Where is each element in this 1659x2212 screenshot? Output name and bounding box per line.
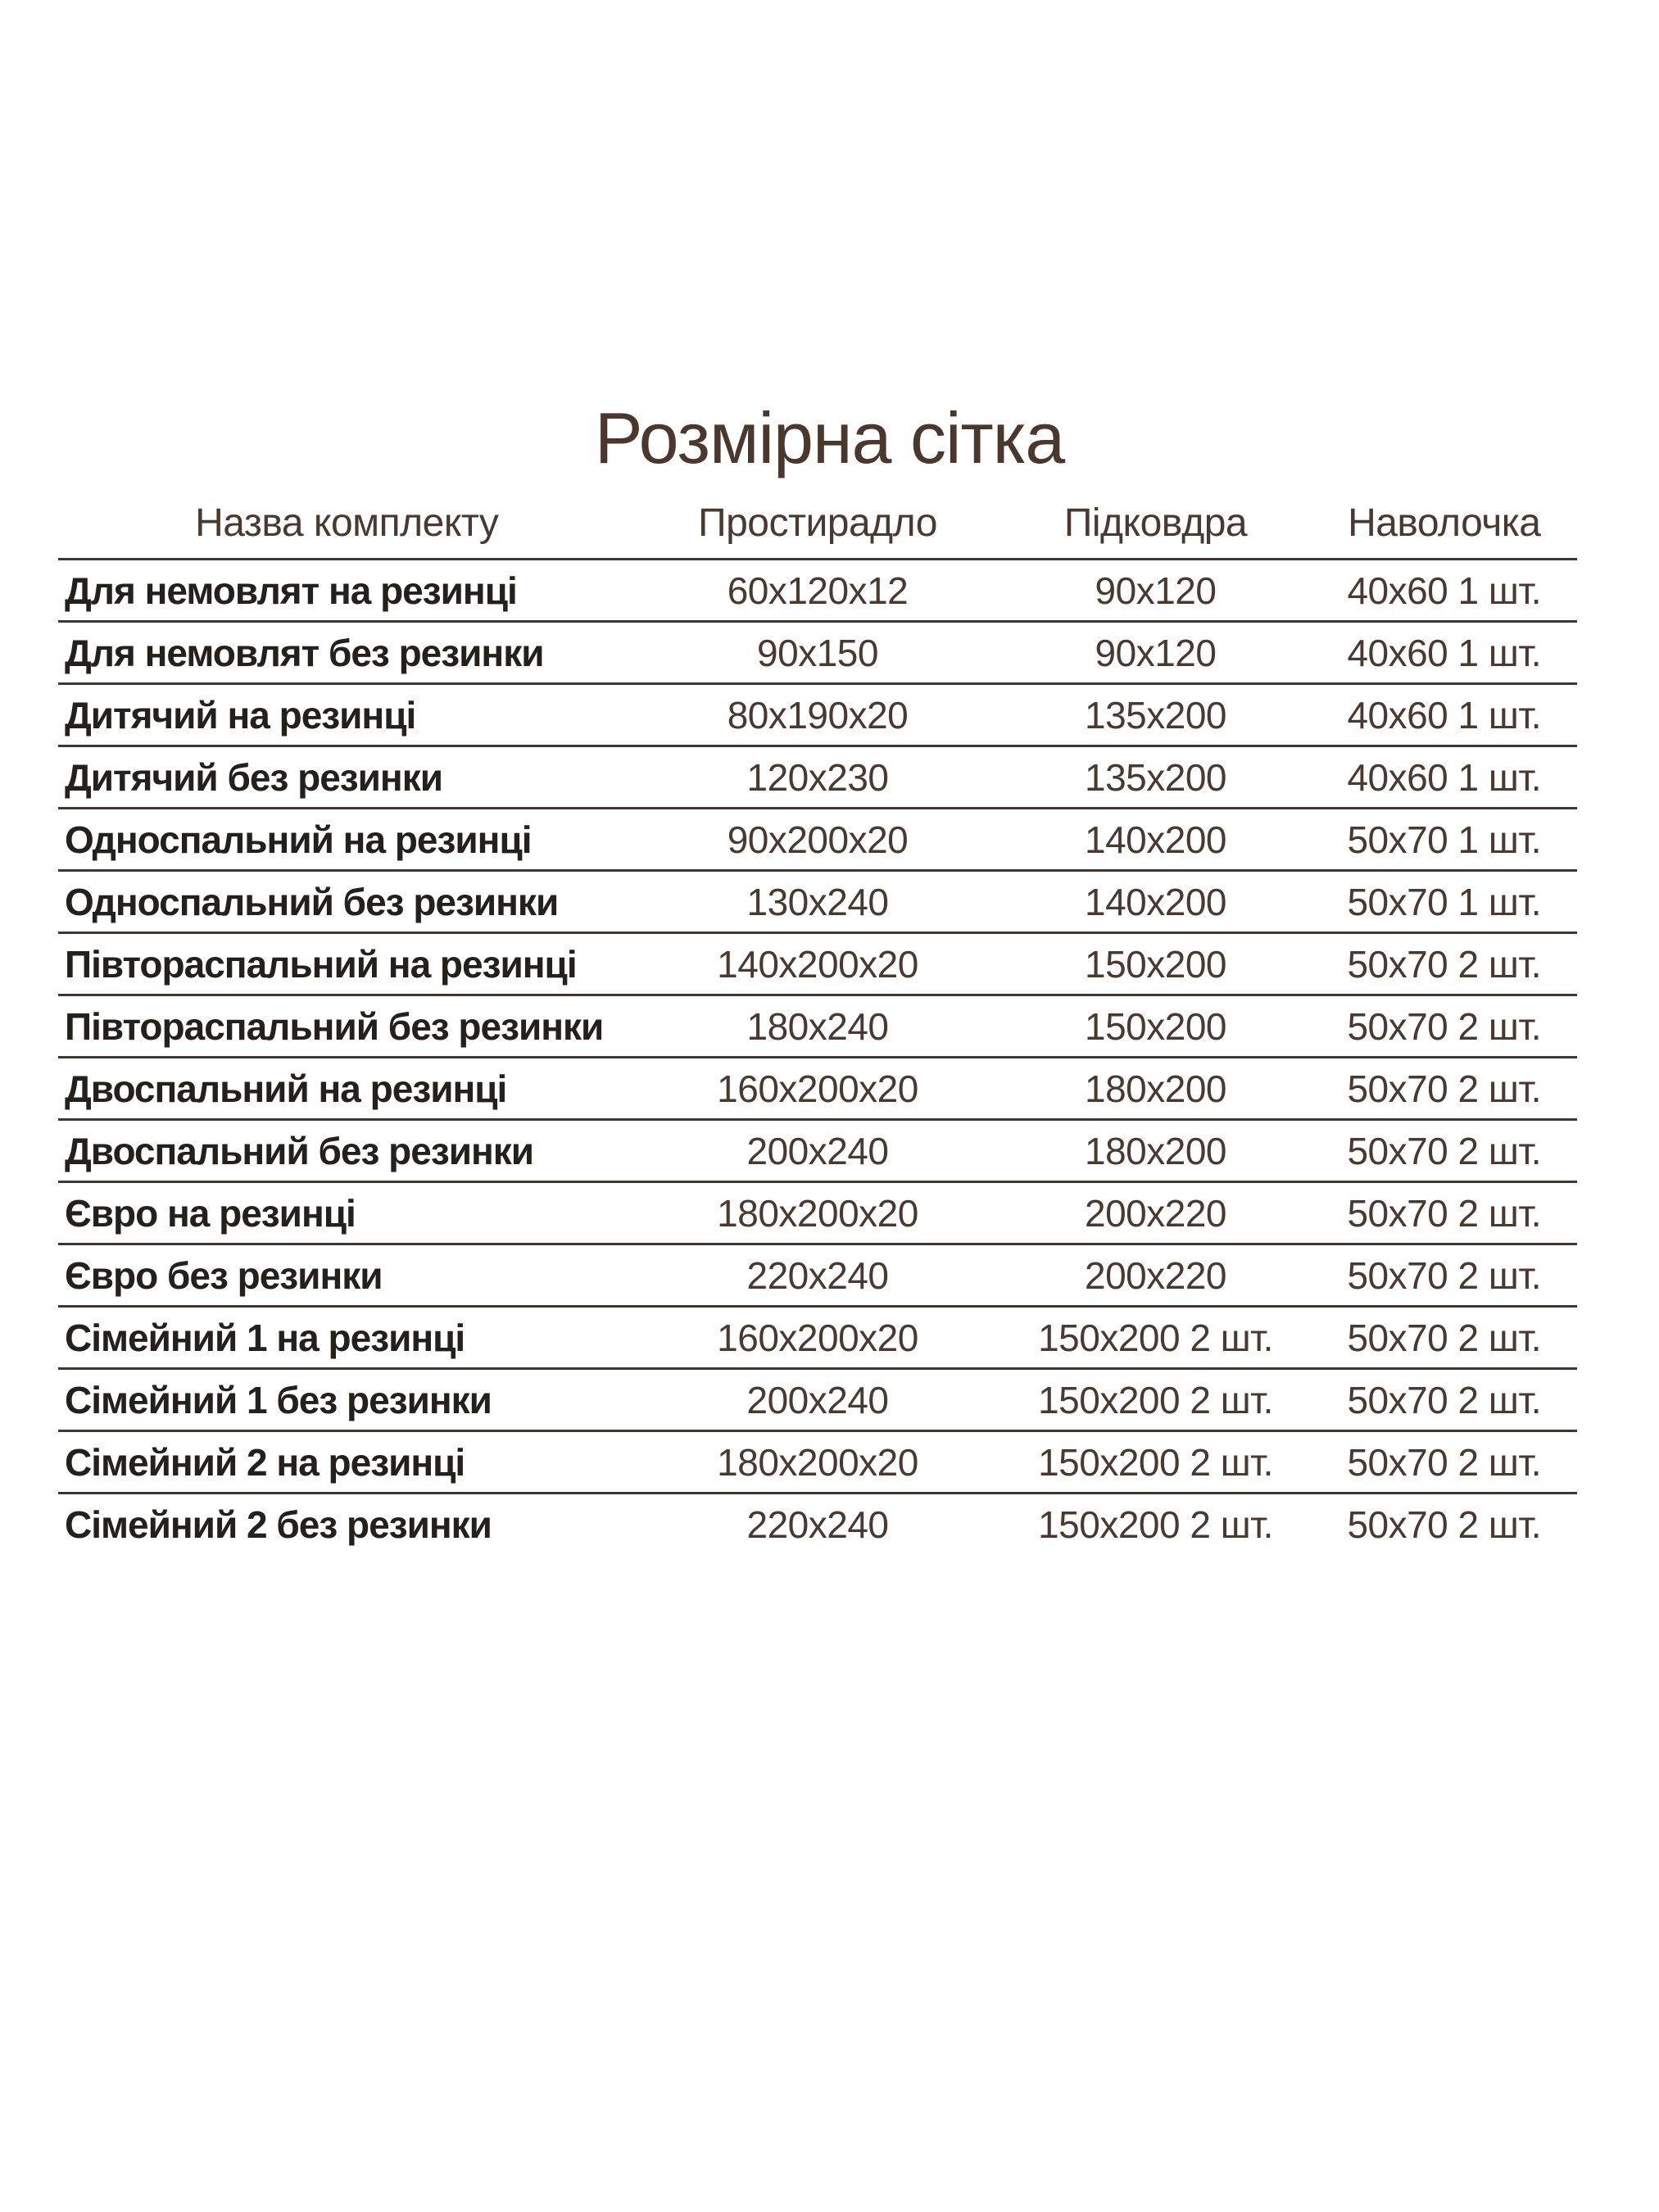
set-name-cell: Дитячий на резинці: [58, 684, 636, 746]
table-row: [58, 871, 1577, 933]
table-row: [58, 1120, 1577, 1182]
pillowcase-size-cell: 50х70 2 шт.: [1312, 1058, 1577, 1120]
sheet-size-cell: 200х240: [636, 1120, 1000, 1182]
duvet-size-cell: 180х200: [999, 1120, 1311, 1182]
sheet-size-cell: 90х150: [636, 622, 1000, 684]
duvet-size-cell: 150х200 2 шт.: [999, 1369, 1311, 1431]
set-name-cell: Двоспальний без резинки: [58, 1120, 636, 1182]
pillowcase-size-cell: 40х60 1 шт.: [1312, 746, 1577, 809]
pillowcase-size-cell: 50х70 2 шт.: [1312, 995, 1577, 1058]
table-row: [58, 933, 1577, 995]
sheet-size-cell: 180х240: [636, 995, 1000, 1058]
pillowcase-size-cell: 50х70 1 шт.: [1312, 871, 1577, 933]
table-row: [58, 1431, 1577, 1494]
sheet-size-cell: 200х240: [636, 1369, 1000, 1431]
table-row: [58, 809, 1577, 871]
duvet-size-cell: 90х120: [999, 560, 1311, 622]
set-name-cell: Сімейний 1 на резинці: [58, 1307, 636, 1369]
duvet-size-cell: 200х220: [999, 1244, 1311, 1307]
duvet-size-cell: 150х200 2 шт.: [1038, 1503, 1273, 1546]
duvet-size-cell: 200х220: [999, 1182, 1311, 1244]
set-name-cell: Півтораспальний без резинки: [58, 995, 636, 1058]
duvet-size-cell: 90х120: [999, 622, 1311, 684]
table-row: [58, 1369, 1577, 1431]
size-grid-body: [58, 560, 1577, 1555]
duvet-size-cell: 150х200: [999, 933, 1311, 995]
table-row: [58, 746, 1577, 809]
sheet-size-cell: 140х200х20: [636, 933, 1000, 995]
pillowcase-size-cell: 50х70 2 шт.: [1312, 1431, 1577, 1494]
size-grid-table: [58, 487, 1577, 1554]
table-row: [58, 1307, 1577, 1369]
column-header-pillowcase: Наволочка: [1312, 487, 1577, 560]
set-name-cell: Двоспальний на резинці: [58, 1058, 636, 1120]
set-name-cell: Сімейний 2 на резинці: [58, 1431, 636, 1494]
table-row: [58, 684, 1577, 746]
table-row: [58, 1494, 1577, 1555]
sheet-size-cell: 220х240: [746, 1503, 889, 1546]
set-name-cell: Сімейний 2 без резинки: [65, 1503, 492, 1546]
sheet-size-cell: 160х200х20: [636, 1058, 1000, 1120]
sheet-size-cell: 120х230: [636, 746, 1000, 809]
table-row: [58, 1058, 1577, 1120]
pillowcase-size-cell: 50х70 2 шт.: [1312, 1307, 1577, 1369]
set-name-cell: Сімейний 1 без резинки: [58, 1369, 636, 1431]
duvet-size-cell: 135х200: [999, 746, 1311, 809]
set-name-cell: Дитячий без резинки: [58, 746, 636, 809]
duvet-size-cell: 150х200 2 шт.: [999, 1307, 1311, 1369]
sheet-size-cell: 90х200х20: [636, 809, 1000, 871]
sheet-size-cell: 220х240: [636, 1244, 1000, 1307]
pillowcase-size-cell: 50х70 2 шт.: [1312, 1120, 1577, 1182]
duvet-size-cell: 150х200: [999, 995, 1311, 1058]
column-header-duvet-cover: Підковдра: [999, 487, 1311, 560]
set-name-cell: Для немовлят без резинки: [58, 622, 636, 684]
set-name-cell: Півтораспальний на резинці: [58, 933, 636, 995]
pillowcase-size-cell: 50х70 2 шт.: [1312, 933, 1577, 995]
sheet-size-cell: 130х240: [636, 871, 1000, 933]
pillowcase-size-cell: 50х70 2 шт.: [1312, 1182, 1577, 1244]
table-row: [58, 560, 1577, 622]
column-header-set-name: Назва комплекту: [58, 487, 636, 560]
pillowcase-size-cell: 40х60 1 шт.: [1312, 560, 1577, 622]
duvet-size-cell: 135х200: [999, 684, 1311, 746]
header-row: [58, 487, 1577, 560]
sheet-size-cell: 160х200х20: [636, 1307, 1000, 1369]
pillowcase-size-cell: 40х60 1 шт.: [1312, 684, 1577, 746]
set-name-cell: Для немовлят на резинці: [58, 560, 636, 622]
sheet-size-cell: 180х200х20: [636, 1182, 1000, 1244]
pillowcase-size-cell: 50х70 2 шт.: [1347, 1503, 1542, 1546]
set-name-cell: Односпальний без резинки: [58, 871, 636, 933]
pillowcase-size-cell: 40х60 1 шт.: [1312, 622, 1577, 684]
pillowcase-size-cell: 50х70 1 шт.: [1312, 809, 1577, 871]
size-grid-header: [58, 487, 1577, 560]
column-header-sheet: Простирадло: [636, 487, 1000, 560]
duvet-size-cell: 150х200 2 шт.: [999, 1431, 1311, 1494]
sheet-size-cell: 180х200х20: [636, 1431, 1000, 1494]
table-row: [58, 995, 1577, 1058]
set-name-cell: Євро на резинці: [58, 1182, 636, 1244]
sheet-size-cell: 60х120х12: [636, 560, 1000, 622]
table-row: [58, 622, 1577, 684]
set-name-cell: Односпальний на резинці: [58, 809, 636, 871]
pillowcase-size-cell: 50х70 2 шт.: [1312, 1369, 1577, 1431]
table-row: [58, 1244, 1577, 1307]
page-title: Розмірна сітка: [594, 397, 1065, 478]
set-name-cell: Євро без резинки: [58, 1244, 636, 1307]
duvet-size-cell: 140х200: [999, 809, 1311, 871]
table-row: [58, 1182, 1577, 1244]
pillowcase-size-cell: 50х70 2 шт.: [1312, 1244, 1577, 1307]
duvet-size-cell: 180х200: [999, 1058, 1311, 1120]
sheet-size-cell: 80х190х20: [636, 684, 1000, 746]
duvet-size-cell: 140х200: [999, 871, 1311, 933]
